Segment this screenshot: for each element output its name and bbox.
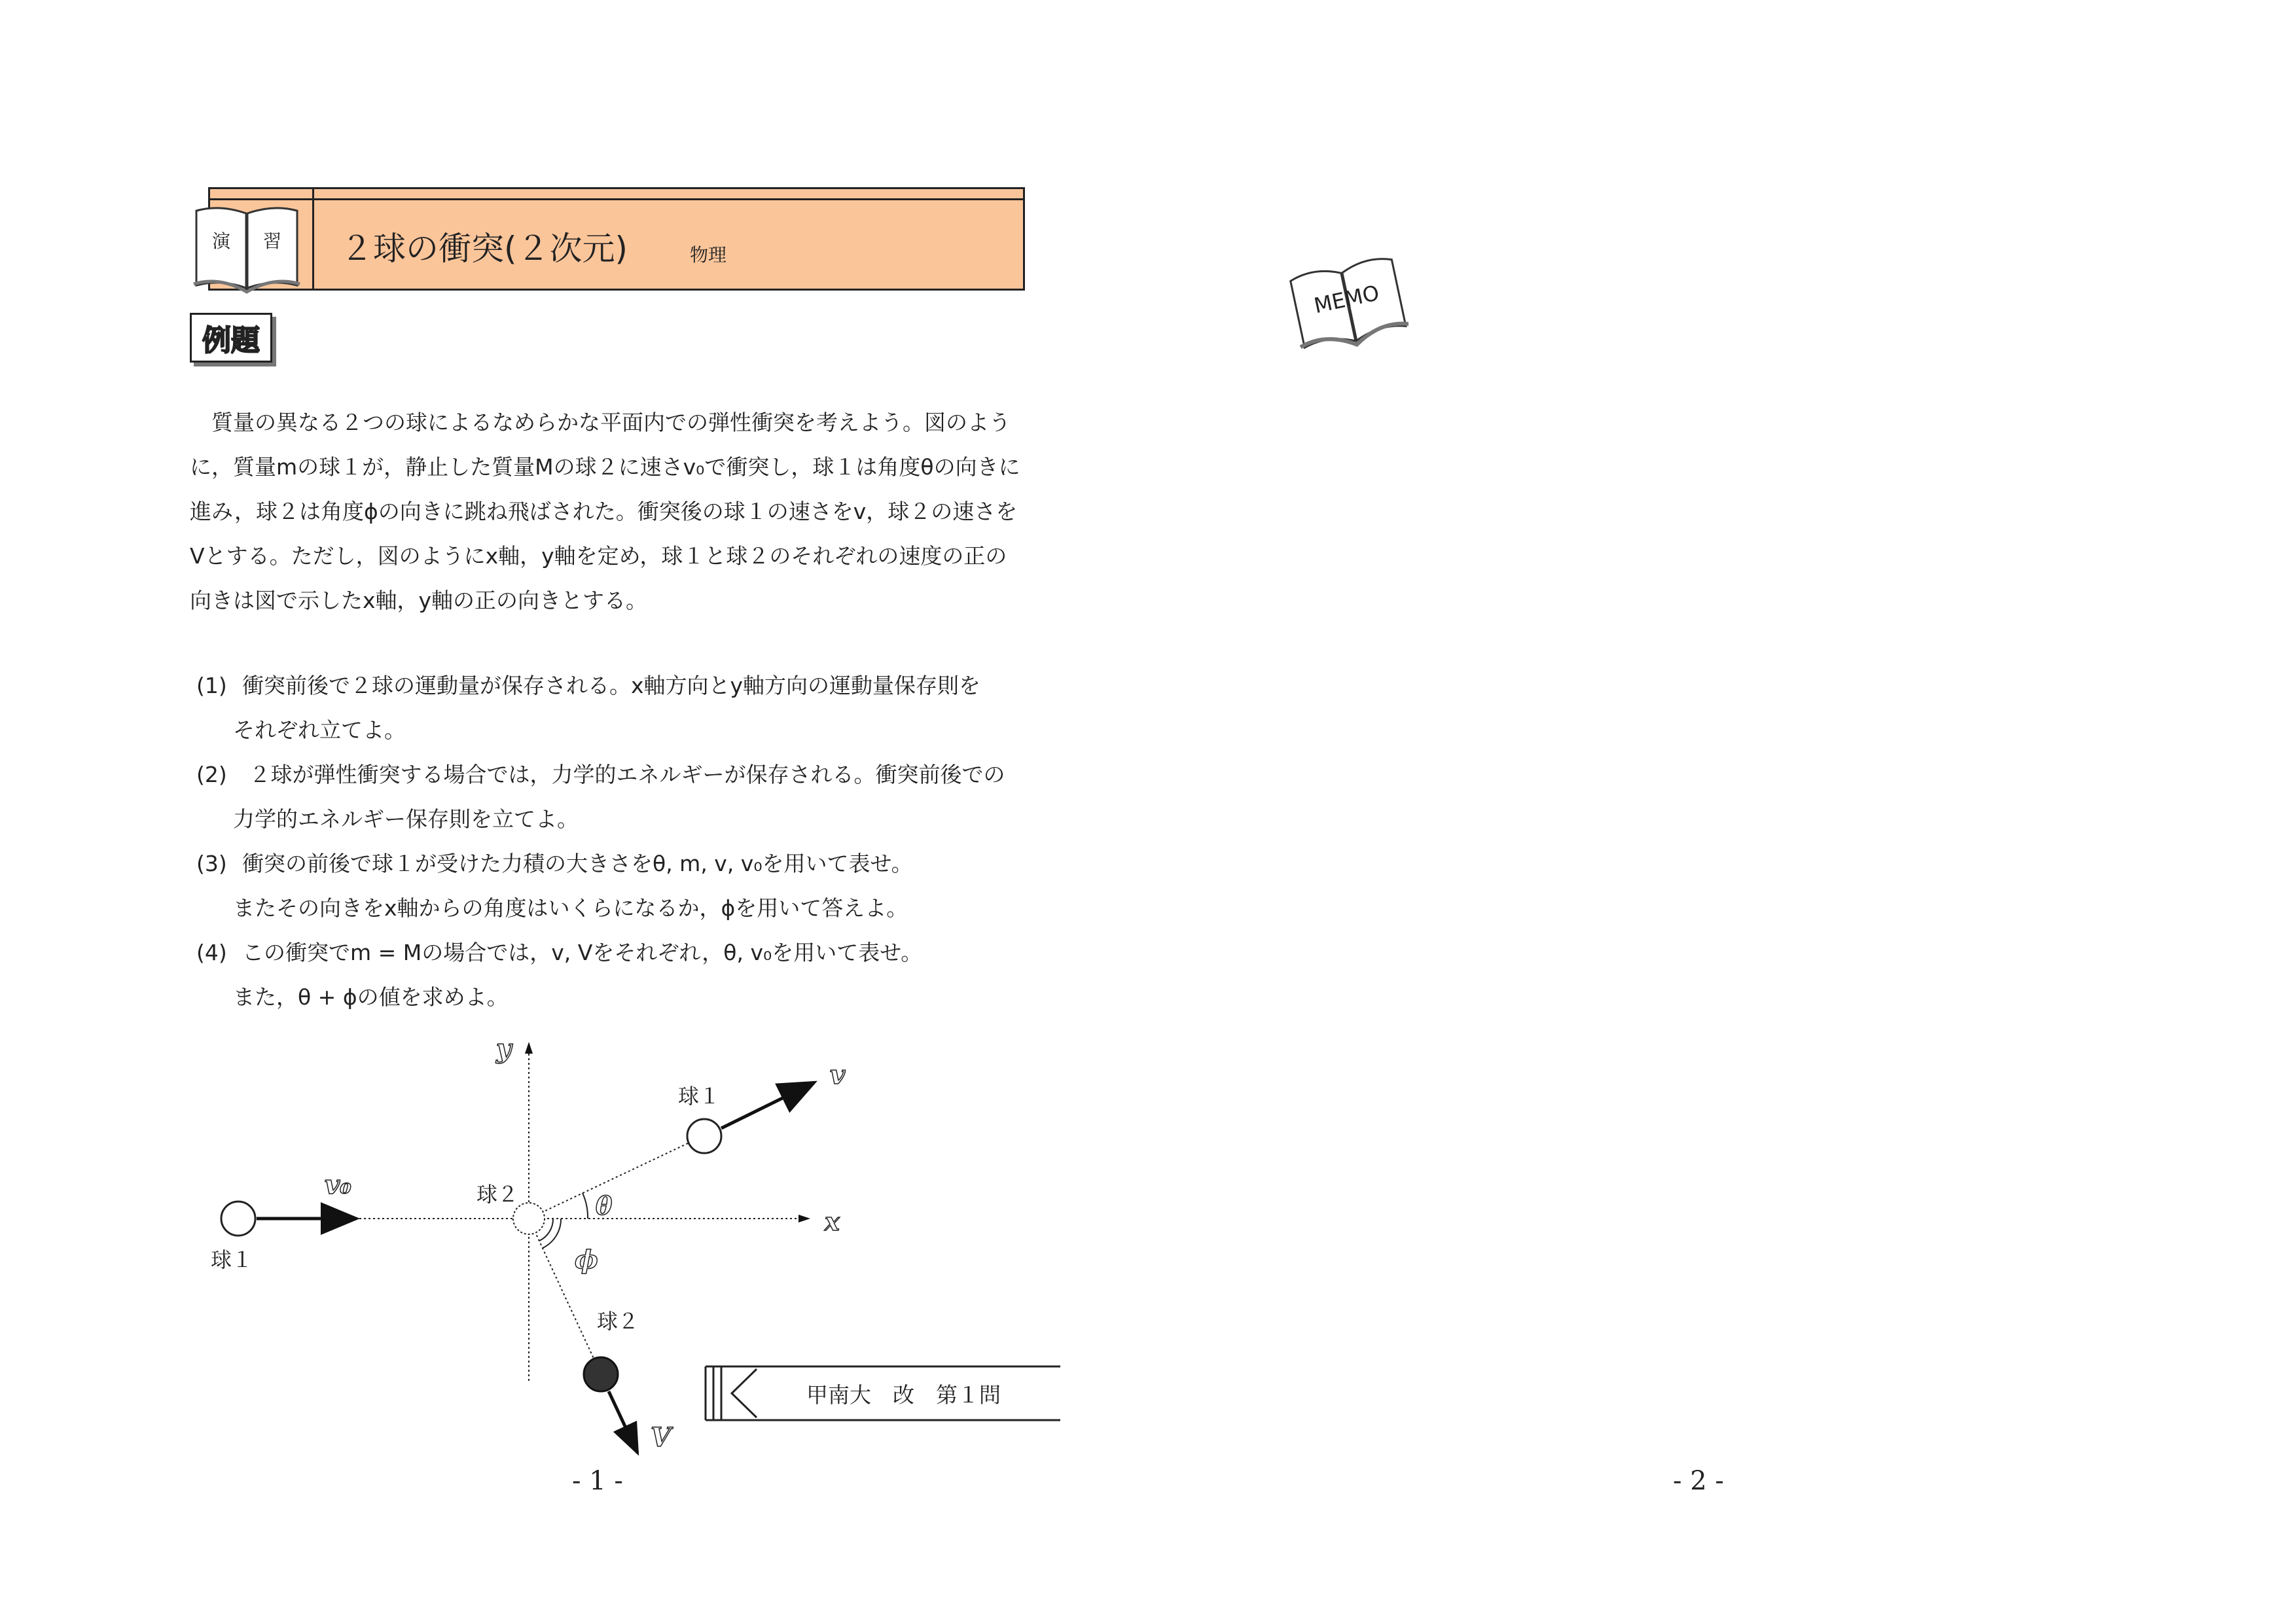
- question-number: (4): [196, 940, 227, 965]
- question-4: [196, 931, 922, 975]
- theta-arc: [583, 1193, 588, 1219]
- problem-text: 質量の異なる２つの球によるなめらかな平面内での弾性衝突を考えよう。図のように，質量mの球１が，静止した質量Mの球２に速さv₀で衝突し，球１は角度θの向きに進み，球２は角度ϕの向きに跳ね飛ばされた。衝突後の球１の速さをv，球２の速さをVとする。ただし，図のようにx軸，y軸を定め，球１と球２のそれぞれの速度の正の向きは図で示したx軸，y軸の正の向きとする。: [190, 410, 1020, 613]
- question-number: (1): [196, 673, 227, 698]
- ball1-path: [529, 1137, 700, 1219]
- ball1-after: [687, 1119, 721, 1153]
- x-axis-label: x: [825, 1207, 840, 1236]
- ball1-before: [221, 1202, 255, 1236]
- phi-label: ϕ: [575, 1245, 598, 1274]
- question-1: [196, 664, 980, 708]
- source-label: 甲南大 改 第１問: [806, 1382, 1001, 1408]
- ball2-after: [584, 1357, 618, 1391]
- question-1-cont: それぞれ立てよ。: [233, 717, 406, 743]
- header-divider: [312, 189, 314, 289]
- book-icon-char-left: 演: [211, 230, 231, 252]
- phi-arc-outer: [543, 1219, 561, 1248]
- V-arrow: [609, 1391, 637, 1453]
- book-icon-char-right: 習: [262, 230, 282, 252]
- example-label: 例題: [190, 313, 272, 363]
- header-topline: [210, 198, 1023, 200]
- ball1-before-label: 球１: [211, 1247, 253, 1272]
- question-text: ２球が弾性衝突する場合では，力学的エネルギーが保存される。衝突前後での: [242, 762, 1005, 787]
- question-text: 衝突の前後で球１が受けた力積の大きさをθ, m, v, v₀を用いて表せ。: [242, 851, 913, 876]
- question-number: (3): [196, 851, 227, 876]
- y-axis-label: y: [496, 1033, 512, 1064]
- question-text: この衝突でm = Mの場合では，v, Vをそれぞれ，θ, v₀を用いて表せ。: [242, 940, 923, 965]
- memo-book-icon: [1287, 250, 1408, 352]
- page-number-2: - 2 -: [1673, 1466, 1724, 1496]
- question-3: [196, 842, 913, 886]
- x-axis-arrowhead: [798, 1215, 810, 1222]
- ball2-path: [529, 1219, 600, 1371]
- ball2-after-label: 球２: [597, 1309, 639, 1334]
- ball2-initial-label: 球２: [476, 1182, 519, 1207]
- v-label: v: [830, 1060, 846, 1090]
- memo-label: MEMO: [1312, 280, 1382, 319]
- theta-label: θ: [596, 1191, 613, 1221]
- page-title: ２球の衝突(２次元): [340, 230, 628, 268]
- y-axis-arrowhead: [525, 1042, 533, 1054]
- question-4-cont: また，θ + ϕの値を求めよ。: [233, 984, 509, 1010]
- question-2: [196, 753, 1005, 797]
- v-arrow: [721, 1084, 812, 1128]
- page-number-1: - 1 -: [572, 1466, 623, 1496]
- question-2-cont: 力学的エネルギー保存則を立てよ。: [233, 806, 579, 832]
- subject-label: 物理: [690, 244, 727, 266]
- question-3-cont: またその向きをx軸からの角度はいくらになるか，ϕを用いて答えよ。: [233, 895, 908, 921]
- v0-label: v₀: [325, 1169, 351, 1200]
- ball1-after-label: 球１: [678, 1084, 721, 1109]
- V-label: V: [651, 1422, 672, 1453]
- ball2-initial: [513, 1203, 545, 1234]
- question-number: (2): [196, 762, 227, 787]
- open-book-icon: [191, 202, 302, 294]
- question-text: 衝突前後で２球の運動量が保存される。x軸方向とy軸方向の運動量保存則を: [242, 673, 981, 698]
